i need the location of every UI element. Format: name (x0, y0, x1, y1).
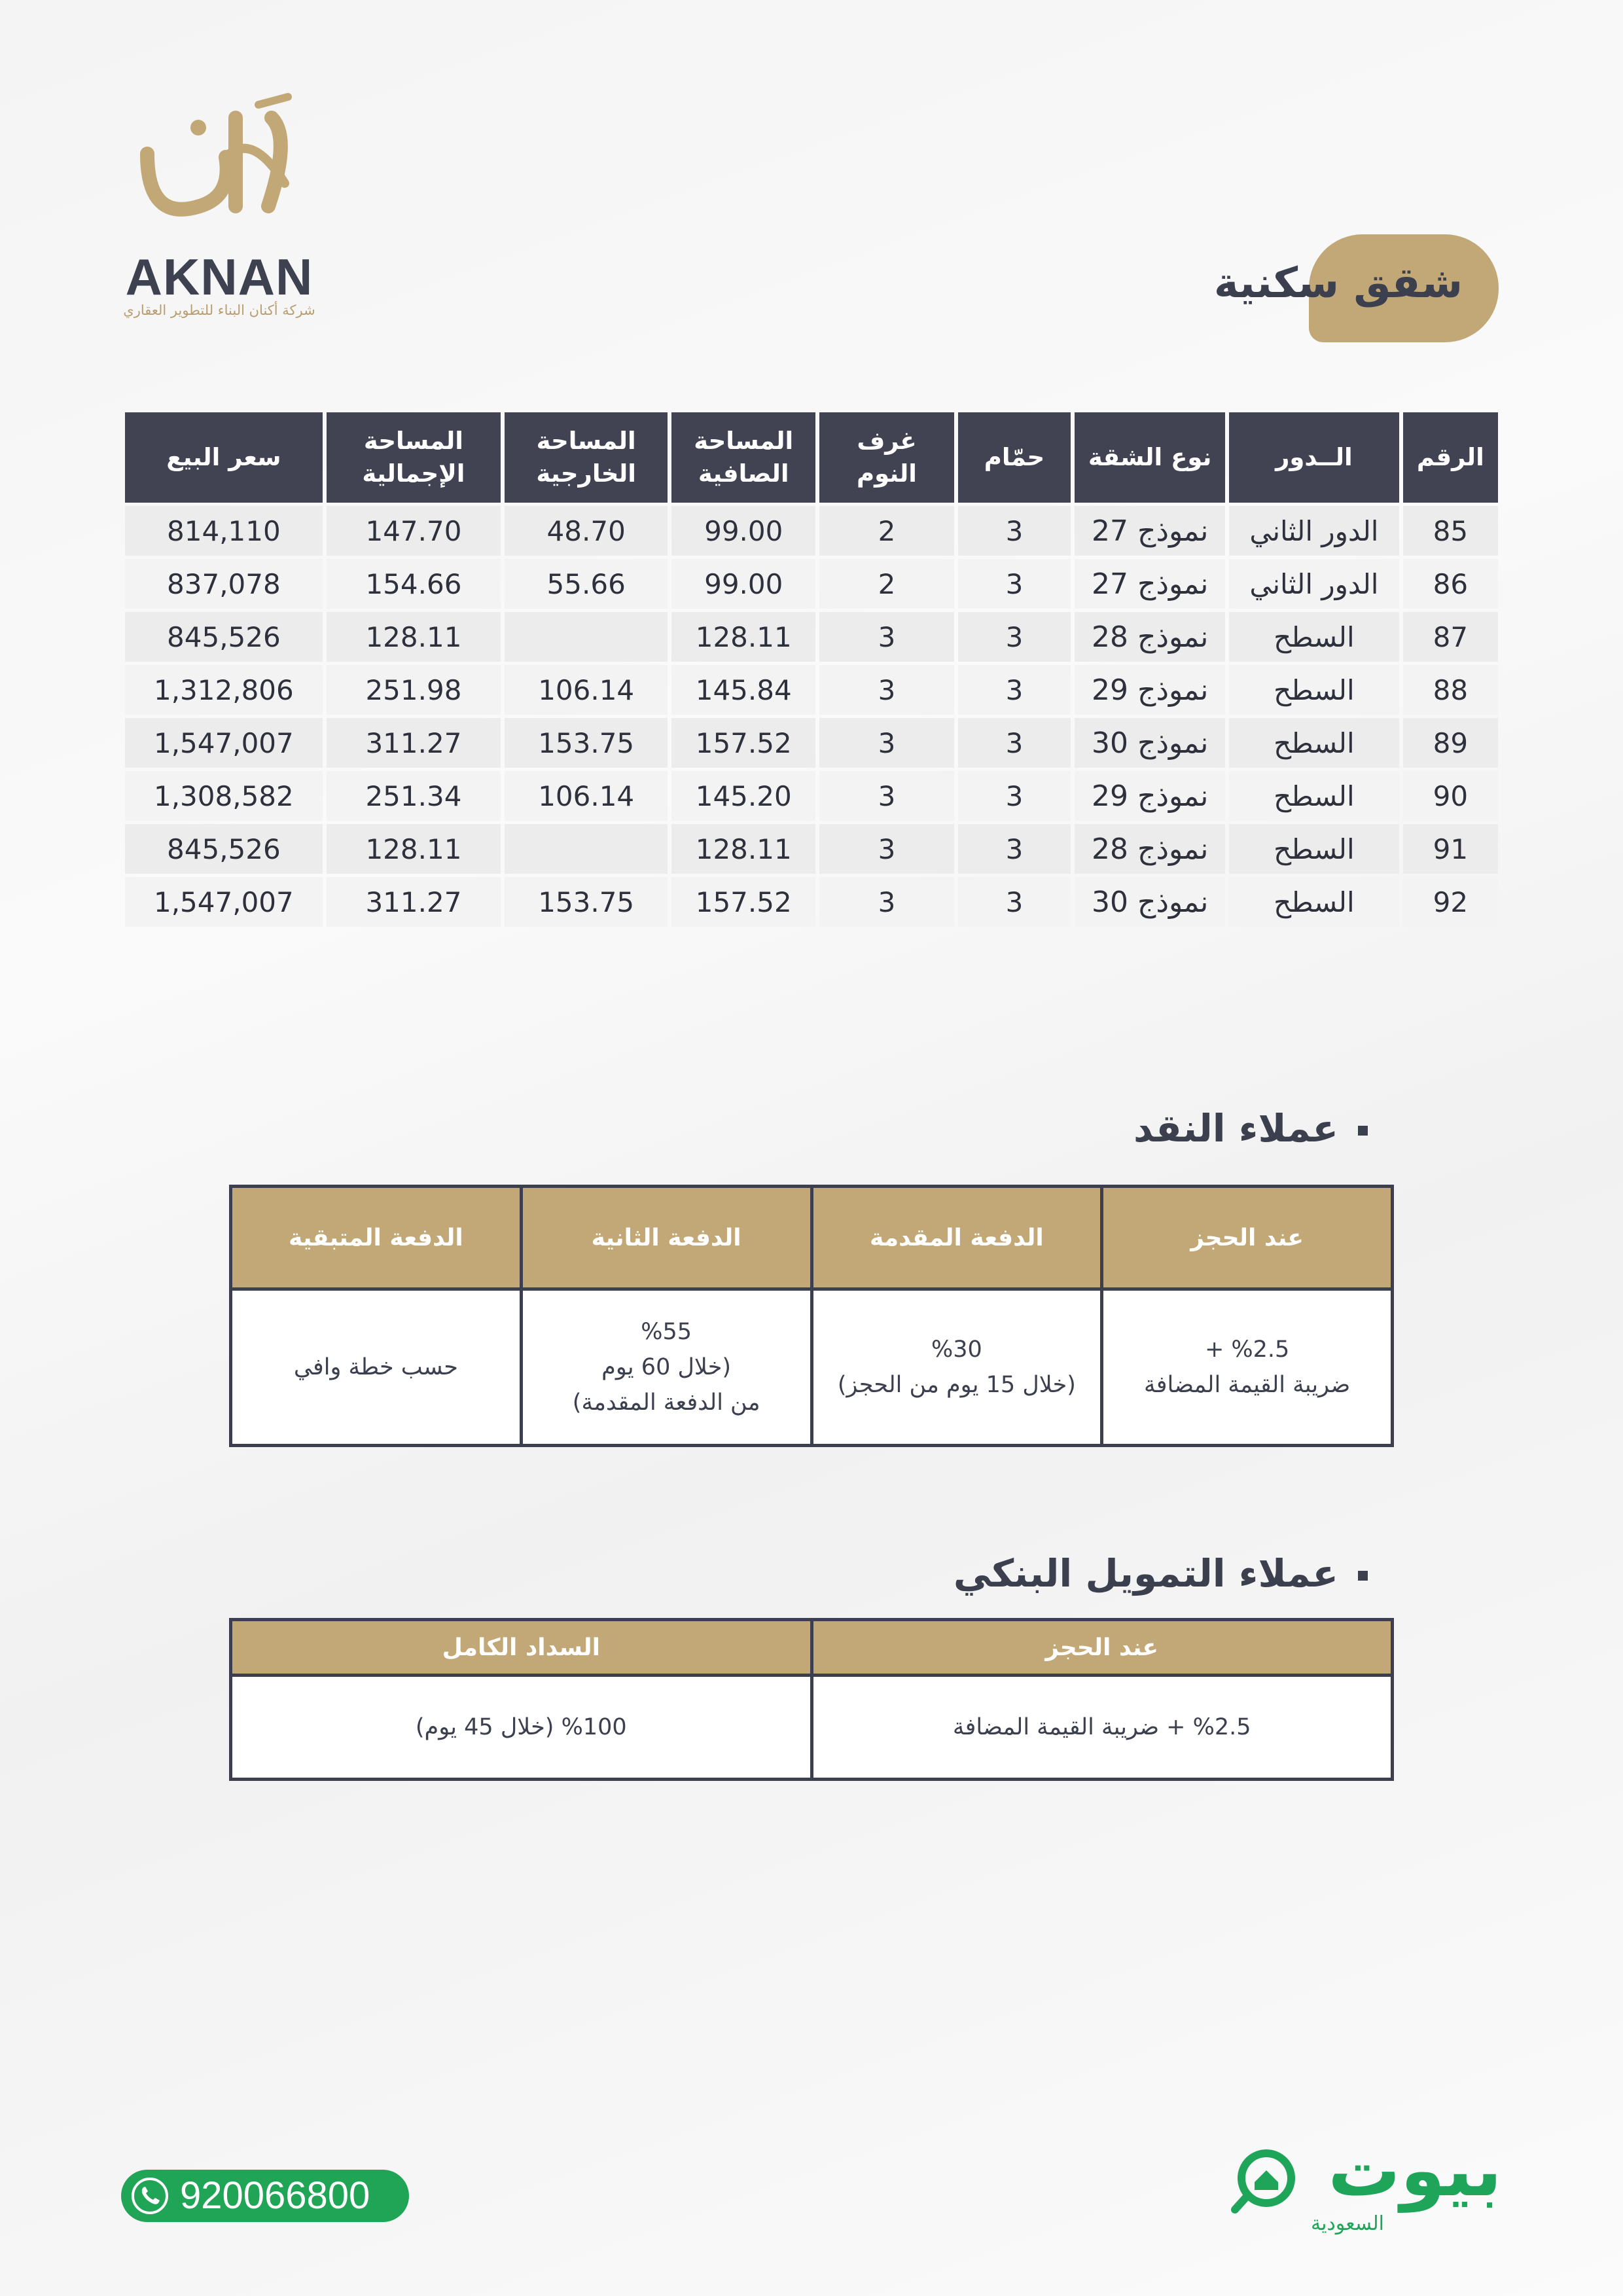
header-number: الرقم (1403, 412, 1498, 503)
cell-total-area: 311.27 (327, 718, 501, 768)
cell-bedrooms: 3 (819, 718, 954, 768)
cell-bathroom: 3 (958, 771, 1071, 821)
second-payment-term-1: (خلال 60 يوم (601, 1354, 732, 1380)
bank-customers-heading (954, 1551, 1368, 1596)
cell-apartment-type: نموذج 30 (1075, 877, 1225, 927)
cell-outdoor-area: 48.70 (505, 506, 668, 556)
table-row (125, 718, 1498, 768)
aknan-logo-mark (121, 92, 317, 242)
header-down-payment: الدفعة المقدمة (812, 1187, 1102, 1289)
cell-outdoor-area: 55.66 (505, 559, 668, 609)
units-header-row (125, 412, 1498, 503)
cell-second-payment (521, 1289, 812, 1446)
remaining-payment-plan: حسب خطة وافي (293, 1354, 458, 1380)
bank-payment-table (229, 1618, 1394, 1781)
house-pin-icon (1227, 2147, 1299, 2219)
cell-outdoor-area: 106.14 (505, 665, 668, 715)
cell-apartment-type: نموذج 28 (1075, 612, 1225, 662)
table-row (125, 559, 1498, 609)
cell-floor: السطح (1229, 771, 1399, 821)
cash-payment-table (229, 1185, 1394, 1447)
cash-values-row (231, 1289, 1393, 1446)
header-outdoor-area: المساحة الخارجية (505, 412, 668, 503)
section-badge (1213, 234, 1499, 342)
cell-at-booking (1102, 1289, 1393, 1446)
cash-header-row (231, 1187, 1393, 1289)
cell-apartment-type: نموذج 29 (1075, 771, 1225, 821)
cell-bedrooms: 3 (819, 665, 954, 715)
cell-bathroom: 3 (958, 718, 1071, 768)
cell-floor: السطح (1229, 612, 1399, 662)
cell-bedrooms: 3 (819, 877, 954, 927)
cell-net-area: 157.52 (671, 718, 815, 768)
cell-number: 91 (1403, 824, 1498, 874)
header-second-payment: الدفعة الثانية (521, 1187, 812, 1289)
cell-number: 86 (1403, 559, 1498, 609)
cell-outdoor-area: 106.14 (505, 771, 668, 821)
cell-number: 89 (1403, 718, 1498, 768)
cell-bedrooms: 3 (819, 824, 954, 874)
cell-bedrooms: 3 (819, 612, 954, 662)
header-at-booking: عند الحجز (1102, 1187, 1393, 1289)
phone-pill[interactable] (121, 2170, 409, 2222)
table-row (125, 824, 1498, 874)
phone-icon (130, 2176, 169, 2215)
cell-number: 85 (1403, 506, 1498, 556)
cell-number: 87 (1403, 612, 1498, 662)
table-row (125, 665, 1498, 715)
cell-bathroom: 3 (958, 559, 1071, 609)
second-payment-term-2: من الدفعة المقدمة) (572, 1390, 760, 1416)
cell-apartment-type: نموذج 28 (1075, 824, 1225, 874)
cell-bathroom: 3 (958, 877, 1071, 927)
cell-floor: السطح (1229, 718, 1399, 768)
bank-heading-text: عملاء التمويل البنكي (953, 1551, 1338, 1596)
header-bedrooms: غرف النوم (819, 412, 954, 503)
cell-bathroom: 3 (958, 824, 1071, 874)
cell-apartment-type: نموذج 29 (1075, 665, 1225, 715)
cell-net-area: 128.11 (671, 612, 815, 662)
header-sale-price: سعر البيع (125, 412, 323, 503)
booking-vat: ضريبة القيمة المضافة (1144, 1372, 1351, 1398)
cell-at-booking: %2.5 + ضريبة القيمة المضافة (812, 1676, 1393, 1780)
cell-total-area: 311.27 (327, 877, 501, 927)
booking-percent: %2.5 + (1204, 1336, 1290, 1363)
cell-number: 92 (1403, 877, 1498, 927)
cell-bedrooms: 2 (819, 559, 954, 609)
cell-net-area: 128.11 (671, 824, 815, 874)
cell-sale-price: 1,308,582 (125, 771, 323, 821)
bullet-icon (1358, 1571, 1368, 1581)
cell-floor: الدور الثاني (1229, 559, 1399, 609)
phone-number: 920066800 (180, 2174, 370, 2217)
cell-total-area: 147.70 (327, 506, 501, 556)
bullet-icon (1358, 1126, 1368, 1136)
cell-bathroom: 3 (958, 506, 1071, 556)
cell-apartment-type: نموذج 27 (1075, 559, 1225, 609)
table-row (125, 771, 1498, 821)
cell-sale-price: 814,110 (125, 506, 323, 556)
cell-bedrooms: 2 (819, 506, 954, 556)
cell-total-area: 128.11 (327, 824, 501, 874)
cell-total-area: 251.34 (327, 771, 501, 821)
cell-floor: السطح (1229, 665, 1399, 715)
cell-net-area: 99.00 (671, 559, 815, 609)
cash-customers-heading (1133, 1106, 1368, 1151)
cell-apartment-type: نموذج 27 (1075, 506, 1225, 556)
cell-sale-price: 1,547,007 (125, 718, 323, 768)
cell-net-area: 145.20 (671, 771, 815, 821)
cell-apartment-type: نموذج 30 (1075, 718, 1225, 768)
cell-net-area: 157.52 (671, 877, 815, 927)
cell-sale-price: 1,547,007 (125, 877, 323, 927)
cell-net-area: 99.00 (671, 506, 815, 556)
cell-net-area: 145.84 (671, 665, 815, 715)
header-remaining-payment: الدفعة المتبقية (231, 1187, 522, 1289)
cell-sale-price: 1,312,806 (125, 665, 323, 715)
byoot-subtitle: السعودية (1310, 2212, 1384, 2235)
header-total-area: المساحة الإجمالية (327, 412, 501, 503)
cell-outdoor-area: 153.75 (505, 718, 668, 768)
header-bathroom: حمّام (958, 412, 1071, 503)
header-apartment-type: نوع الشقة (1075, 412, 1225, 503)
cell-total-area: 154.66 (327, 559, 501, 609)
cell-sale-price: 837,078 (125, 559, 323, 609)
aknan-logo-tagline: شركة أكنان البناء للتطوير العقاري (123, 302, 315, 318)
units-table (121, 409, 1502, 930)
byoot-logo (1227, 2128, 1502, 2238)
section-badge-title: شقق سكنية (1213, 259, 1463, 308)
cell-remaining-payment (231, 1289, 522, 1446)
down-payment-percent: %30 (931, 1336, 982, 1363)
down-payment-term: (خلال 15 يوم من الحجز) (837, 1372, 1076, 1398)
cell-floor: الدور الثاني (1229, 506, 1399, 556)
cell-full-payment: %100 (خلال 45 يوم) (231, 1676, 812, 1780)
cell-down-payment (812, 1289, 1102, 1446)
cash-heading-text: عملاء النقد (1133, 1106, 1338, 1151)
bank-values-row (231, 1676, 1393, 1780)
cell-bedrooms: 3 (819, 771, 954, 821)
aknan-logo-word: AKNAN (125, 248, 313, 306)
second-payment-percent: %55 (641, 1319, 692, 1345)
byoot-word: بيوت (1328, 2128, 1502, 2212)
cell-outdoor-area (505, 612, 668, 662)
bank-header-row (231, 1620, 1393, 1676)
header-full-payment: السداد الكامل (231, 1620, 812, 1676)
cell-floor: السطح (1229, 824, 1399, 874)
header-net-area: المساحة الصافية (671, 412, 815, 503)
table-row (125, 506, 1498, 556)
cell-bathroom: 3 (958, 665, 1071, 715)
table-row (125, 877, 1498, 927)
header-floor: الــدور (1229, 412, 1399, 503)
cell-number: 90 (1403, 771, 1498, 821)
header-at-booking: عند الحجز (812, 1620, 1393, 1676)
table-row (125, 612, 1498, 662)
cell-total-area: 251.98 (327, 665, 501, 715)
cell-outdoor-area: 153.75 (505, 877, 668, 927)
cell-outdoor-area (505, 824, 668, 874)
cell-bathroom: 3 (958, 612, 1071, 662)
cell-total-area: 128.11 (327, 612, 501, 662)
cell-sale-price: 845,526 (125, 824, 323, 874)
cell-number: 88 (1403, 665, 1498, 715)
cell-floor: السطح (1229, 877, 1399, 927)
cell-sale-price: 845,526 (125, 612, 323, 662)
